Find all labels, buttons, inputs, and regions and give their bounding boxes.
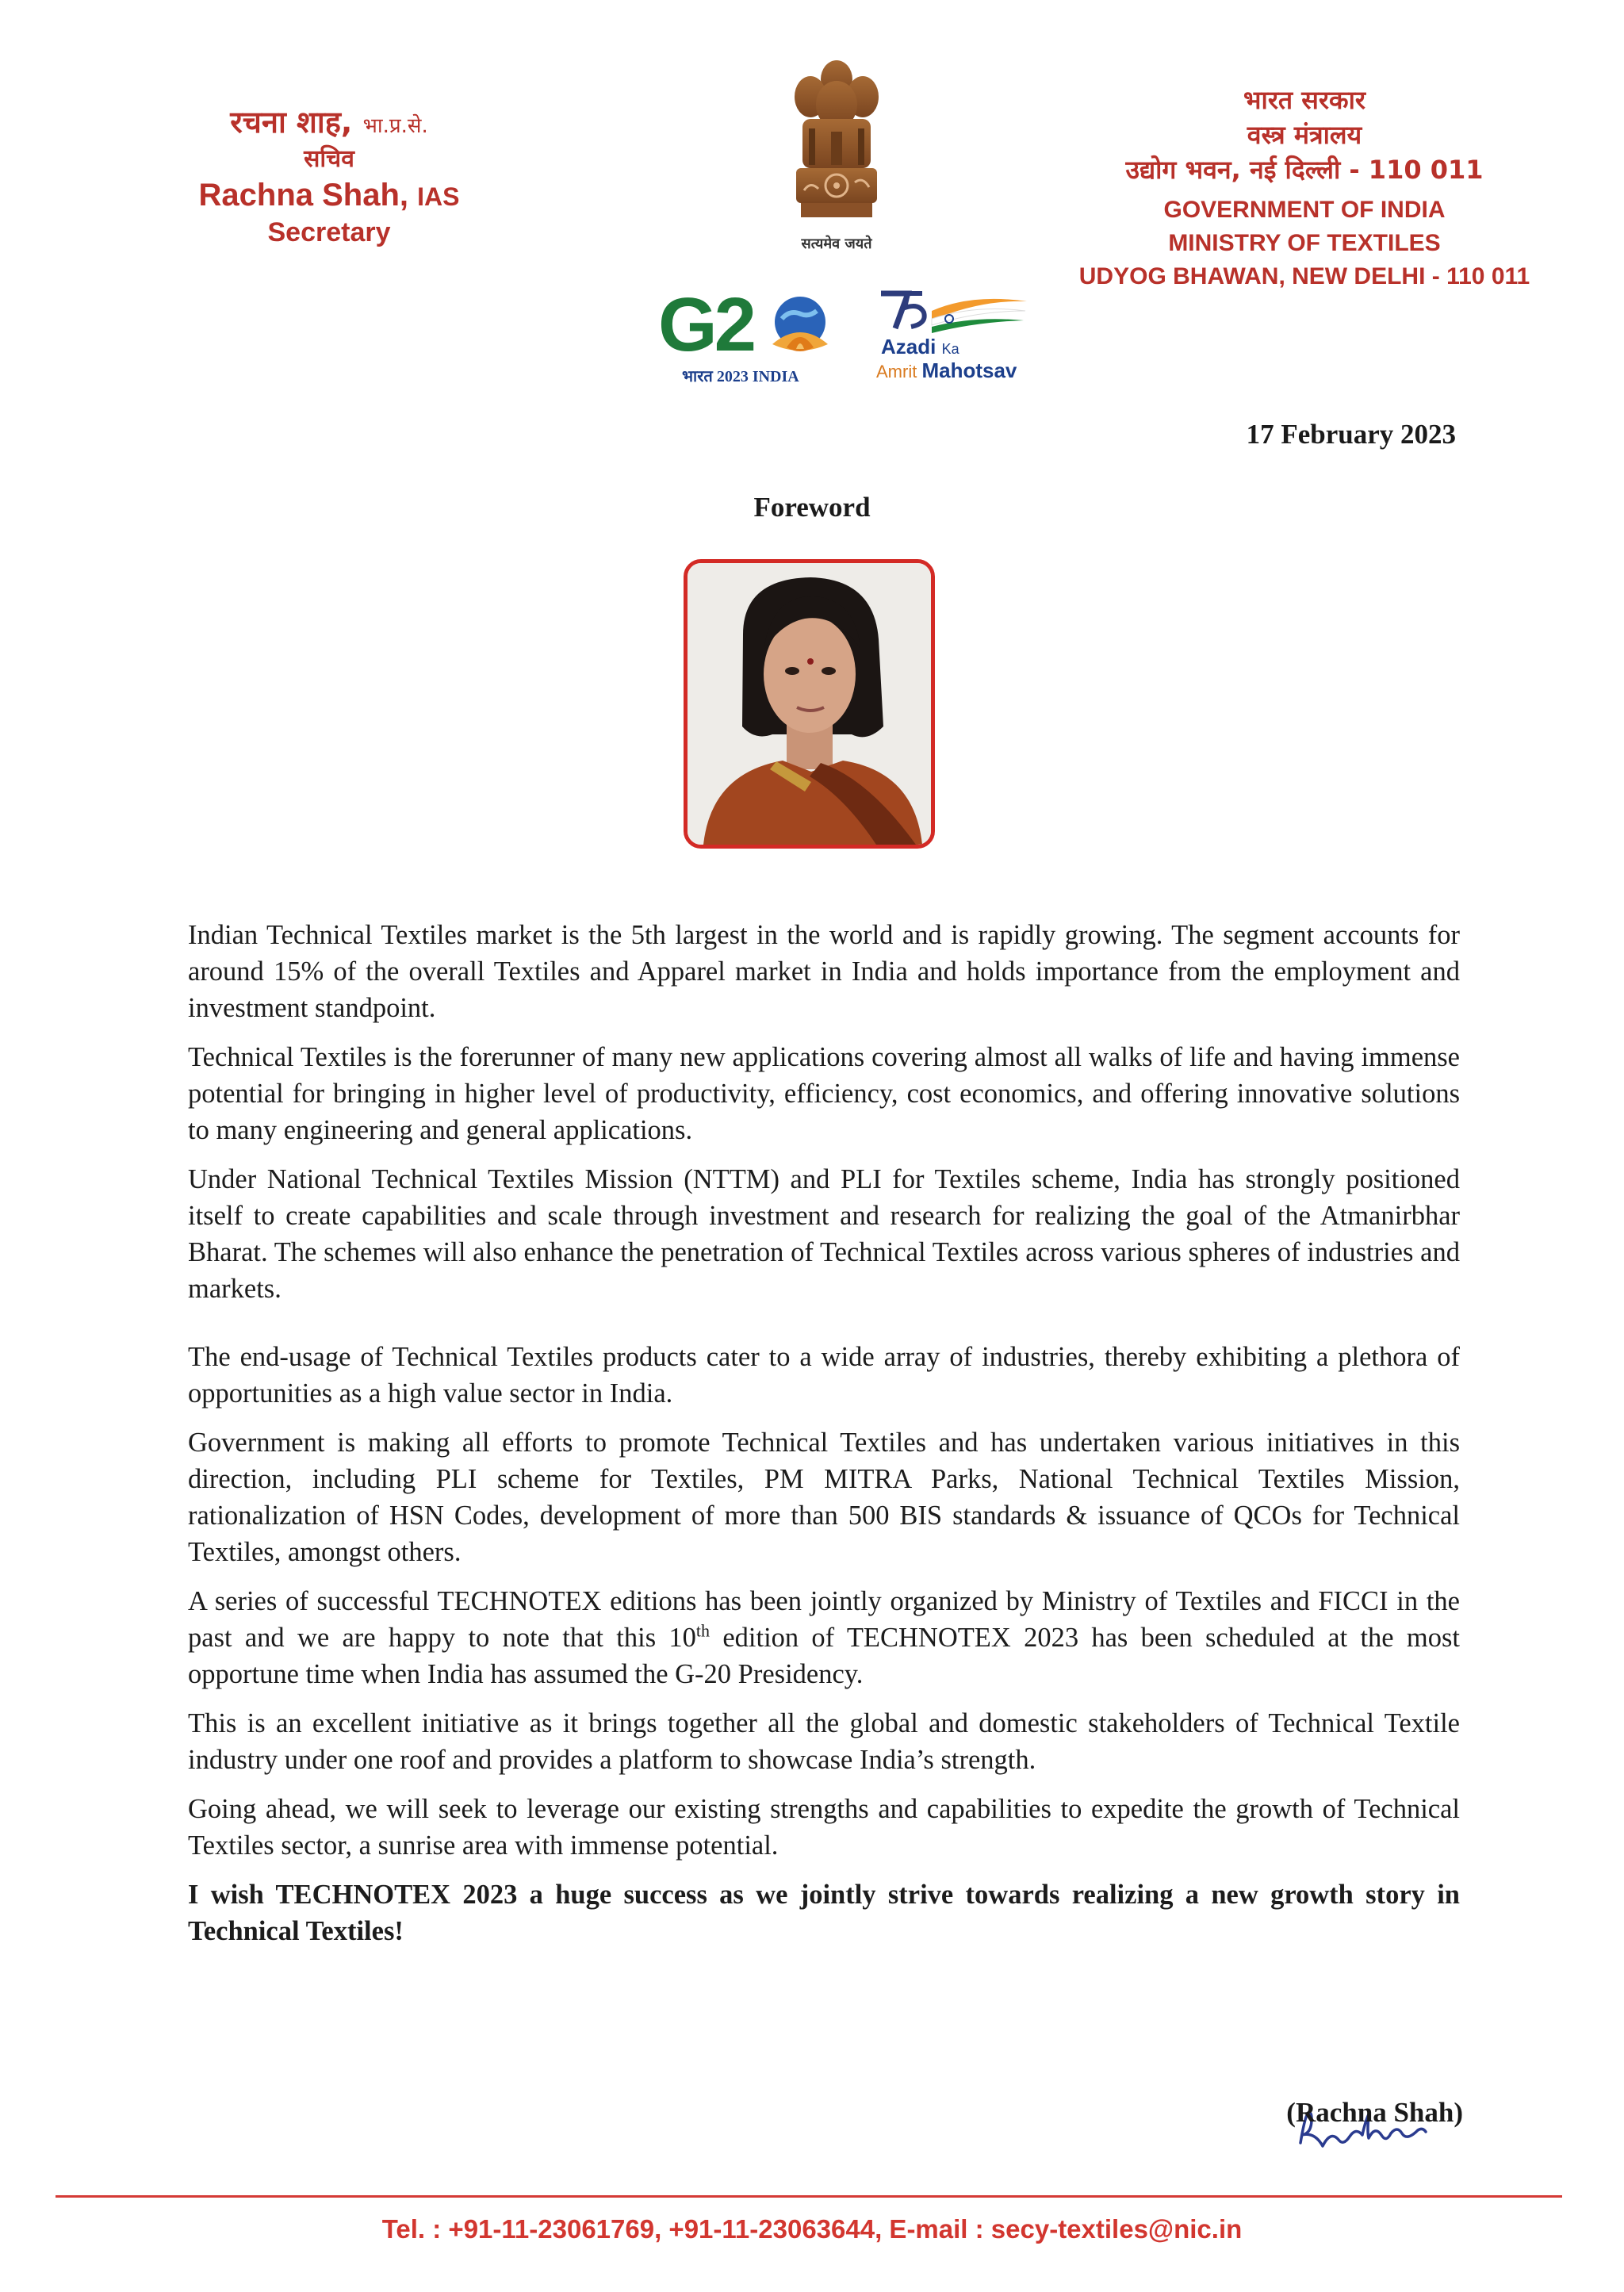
- closing-wish: I wish TECHNOTEX 2023 a huge success as we jointly strive towards realizing a new growth story in Technical Textiles!: [188, 1880, 1460, 1946]
- g20-logo-subtitle: भारत 2023 INDIA: [682, 368, 799, 385]
- ministry-hindi-line1: भारत सरकार: [1243, 85, 1365, 115]
- ministry-english-line3: UDYOG BHAWAN, NEW DELHI - 110 011: [1078, 263, 1530, 289]
- footer-contact: Tel. : +91-11-23061769, +91-11-23063644, E-mail : secy-textiles@nic.in: [381, 2214, 1243, 2244]
- sender-hindi-suffix: भा.प्र.से.: [362, 114, 428, 138]
- tricolor-75-icon: [876, 287, 1035, 338]
- footer-divider: [56, 2195, 1562, 2198]
- azadi-ka-text: Ka: [941, 341, 959, 357]
- sender-english-suffix: IAS: [417, 182, 460, 211]
- page-title: Foreword: [753, 492, 871, 523]
- ministry-block: [1031, 82, 1578, 293]
- sender-english-title: Secretary: [267, 217, 391, 247]
- paragraph: Under National Technical Textiles Mission (NTTM) and PLI for Textiles scheme, India has strongly positioned itself to create capabilities and scale through investment and research for realizing the goal of the Atmanirbhar Bharat. The schemes will also enhance the penetration of Technical Textiles across various spheres of industries and markets.: [188, 1164, 1460, 1304]
- paragraph: Going ahead, we will seek to leverage our existing strengths and capabilities to expedite the growth of Technical Textiles sector, a sunrise area with immense potential.: [188, 1794, 1460, 1861]
- signatory-name: (Rachna Shah): [1286, 2097, 1463, 2128]
- ministry-english-line1: GOVERNMENT OF INDIA: [1163, 197, 1446, 223]
- sender-block: [163, 105, 496, 248]
- g20-logo: [658, 282, 841, 389]
- paragraph: This is an excellent initiative as it brings together all the global and domestic stakeholders of Technical Textile industry under one roof and provides a platform to showcase India’s strength.: [188, 1708, 1460, 1775]
- lotus-globe-icon: [764, 292, 836, 363]
- sender-hindi-title: सचिव: [304, 145, 354, 173]
- azadi-text: Azadi: [881, 335, 936, 358]
- paragraph: Government is making all efforts to promote Technical Textiles and has undertaken various initiatives in this direction, including PLI scheme for Textiles, PM MITRA Parks, National Technical Textiles Mission, rationalization of HSN Codes, development of more than 500 BIS standards & issuance of QCOs for Technical Textiles, amongst others.: [188, 1428, 1460, 1567]
- ministry-hindi-line3: उद्योग भवन, नई दिल्ली - 110 011: [1125, 155, 1484, 185]
- paragraph: Indian Technical Textiles market is the 5th largest in the world and is rapidly growing. The segment accounts for around 15% of the overall Textiles and Apparel market in India and holds importance from the employment and investment standpoint.: [188, 920, 1460, 1023]
- foreword-body: [188, 917, 1460, 1962]
- g20-logo-text: G2: [658, 282, 754, 367]
- portrait-photo: [684, 559, 935, 849]
- emblem-motto: सत्यमेव जयते: [801, 236, 872, 252]
- paragraph: Technical Textiles is the forerunner of many new applications covering almost all walks of life and having immense potential for bringing in higher level of productivity, efficiency, cost economics, and offering innovative solutions to many engineering and general applications.: [188, 1042, 1460, 1145]
- ministry-english-line2: MINISTRY OF TEXTILES: [1168, 230, 1441, 256]
- azadi-ka-amrit-mahotsav-logo: [876, 287, 1043, 390]
- sender-english-name: Rachna Shah,: [198, 178, 409, 213]
- sender-hindi-name: रचना शाह,: [230, 105, 353, 140]
- mahotsav-text: Mahotsav: [921, 358, 1017, 382]
- ministry-hindi-line2: वस्त्र मंत्रालय: [1247, 120, 1362, 150]
- letter-date: 17 February 2023: [1246, 419, 1456, 450]
- paragraph: A series of successful TECHNOTEX editions has been jointly organized by Ministry of Textiles and FICCI in the past and we are happy to note that this 10th edition of TECHNOTEX 2023 has been scheduled at the most opportune time when India has assumed the G-20 Presidency.: [188, 1586, 1460, 1689]
- national-emblem-icon: [785, 56, 888, 262]
- paragraph: The end-usage of Technical Textiles products cater to a wide array of industries, thereby exhibiting a plethora of opportunities as a high value sector in India.: [188, 1342, 1460, 1409]
- amrit-text: Amrit: [876, 362, 917, 381]
